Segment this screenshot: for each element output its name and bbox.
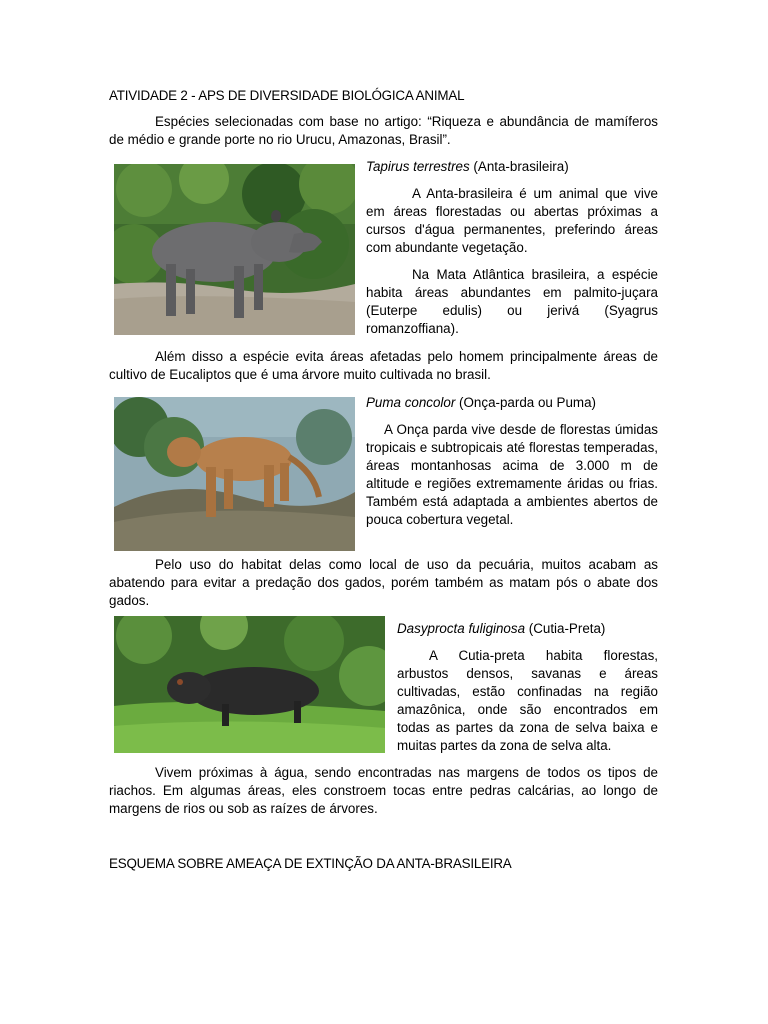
puma-paragraph-1: A Onça parda vive desde de florestas úmidas tropicais e subtropicais até florestas temperadas, áreas montanhosas acima de 3.000 m de altitude e regiões extremamente áridas ou frias. Também está adaptada a ambientes abertos de pouca cobertura vegetal. [366, 422, 658, 527]
intro-paragraph: Espécies selecionadas com base no artigo: “Riqueza e abundância de mamíferos de médio e grande porte no rio Urucu, Amazonas, Brasil”. [109, 114, 658, 147]
tapir-after-paragraph: Além disso a espécie evita áreas afetadas pelo homem principalmente áreas de cultivo de Eucaliptos que é uma árvore muito cultivada no brasil. [109, 349, 658, 382]
tapir-caption [366, 158, 658, 176]
document-title: ATIVIDADE 2 - APS DE DIVERSIDADE BIOLÓGICA ANIMAL [109, 88, 465, 103]
puma-common-name: (Onça-parda ou Puma) [455, 395, 596, 410]
tapir-scientific-name: Tapirus terrestres [366, 159, 470, 174]
agouti-text [397, 620, 658, 755]
tapir-photo [114, 164, 355, 335]
puma-text [366, 394, 658, 529]
agouti-caption [397, 620, 658, 638]
agouti-paragraph-1: A Cutia-preta habita florestas, arbustos densos, savanas e áreas cultivadas, estão confinadas na região amazônica, onde são encontrados em todas as partes da zona de selva baixa e muitas partes da zona de selva alta. [397, 648, 658, 753]
puma-caption [366, 394, 658, 412]
agouti-after-paragraph: Vivem próximas à água, sendo encontradas nas margens de todos os tipos de riachos. Em algumas áreas, eles constroem tocas entre pedras calcárias, ao longo de margens de rios ou sob as raízes de árvores. [109, 765, 658, 816]
agouti-scientific-name: Dasyprocta fuliginosa [397, 621, 526, 636]
tapir-paragraph-2: Na Mata Atlântica brasileira, a espécie habita áreas abundantes em palmito-juçara (Euterpe edulis) ou jerivá (Syagrus romanzoffiana). [366, 267, 658, 336]
agouti-common-name: (Cutia-Preta) [525, 621, 606, 636]
puma-scientific-name: Puma concolor [366, 395, 456, 410]
puma-after-paragraph: Pelo uso do habitat delas como local de uso da pecuária, muitos acabam as abatendo para evitar a predação dos gados, porém também as matam pós o abate dos gados. [109, 557, 658, 608]
tapir-common-name: (Anta-brasileira) [469, 159, 569, 174]
agouti-photo [114, 616, 385, 753]
puma-photo [114, 397, 355, 551]
tapir-paragraph-1: A Anta-brasileira é um animal que vive em áreas florestadas ou abertas próximas a cursos d'água permanentes, preferindo áreas com abundante vegetação. [366, 186, 658, 255]
section-heading-extinction: ESQUEMA SOBRE AMEAÇA DE EXTINÇÃO DA ANTA-BRASILEIRA [109, 856, 512, 871]
tapir-text [366, 158, 658, 338]
